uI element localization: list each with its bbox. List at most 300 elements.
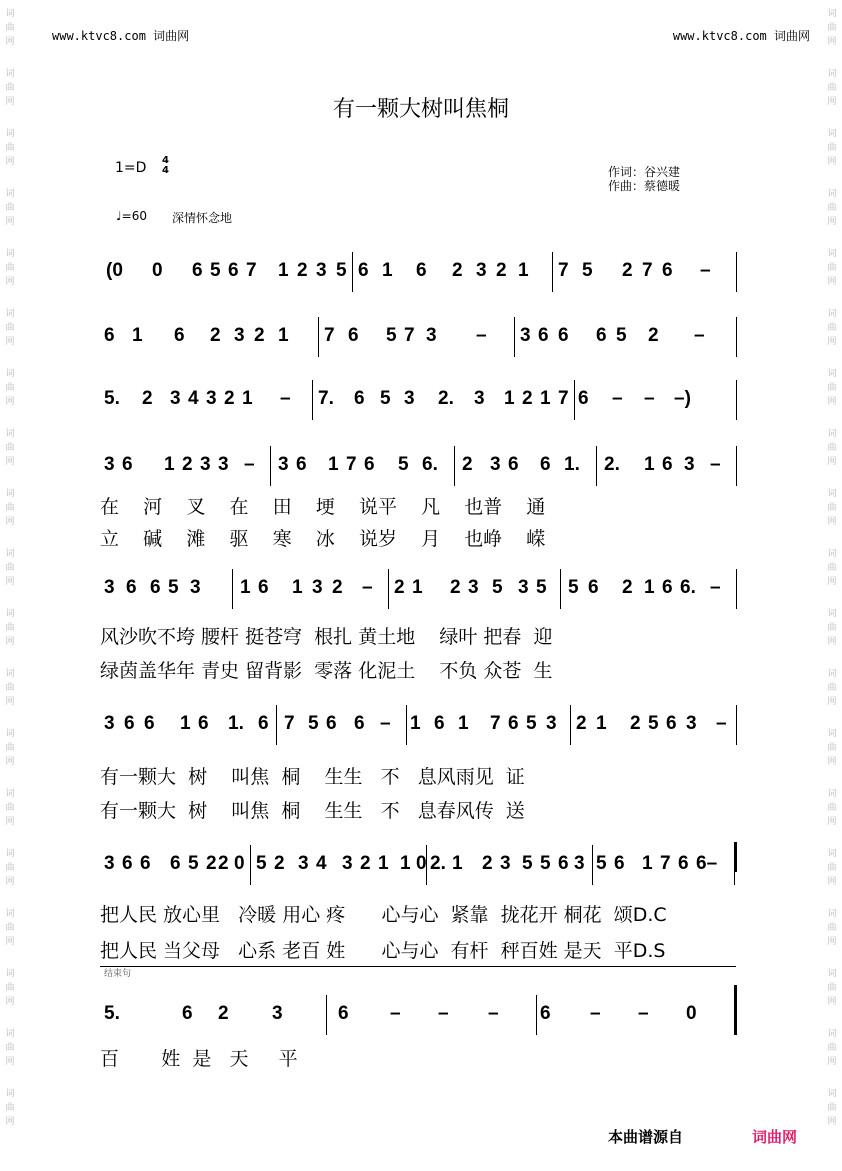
note: 6 (354, 388, 365, 409)
watermark-glyph: 词 (5, 1089, 15, 1099)
watermark-glyph: 网 (5, 637, 15, 647)
note: 2. (430, 853, 446, 874)
watermark-glyph: 曲 (827, 503, 837, 513)
note: 3 (104, 454, 115, 475)
watermark-glyph: 曲 (5, 323, 15, 333)
note: 2 (462, 454, 473, 475)
note: 1 (410, 713, 421, 734)
lyric-line: 绿茵盖华年 青史 留背影 零落 化泥土 不负 众苍 生 (100, 660, 553, 682)
coda-bracket (100, 966, 736, 967)
note: 6 (540, 454, 551, 475)
note: 0 (234, 853, 245, 874)
note: 2 (496, 260, 507, 281)
note: 2 (142, 388, 153, 409)
footer-brand: 词曲网 (752, 1128, 798, 1146)
watermark-glyph: 曲 (827, 743, 837, 753)
note: 2 (182, 454, 193, 475)
note: 3 (490, 454, 501, 475)
note: 3 (170, 388, 181, 409)
note: 6 (198, 713, 209, 734)
note: 3 (104, 853, 115, 874)
barline (560, 569, 561, 609)
barline (326, 995, 327, 1035)
note: 6 (104, 325, 115, 346)
note: 7 (284, 713, 295, 734)
note: 4 (188, 388, 199, 409)
note: 6 (614, 853, 625, 874)
barline (736, 446, 737, 486)
note: 1 (540, 388, 551, 409)
watermark-glyph: 词 (5, 9, 15, 19)
barline (570, 705, 571, 745)
note: 3 (312, 577, 323, 598)
note: 3 (316, 260, 327, 281)
watermark-glyph: 曲 (5, 203, 15, 213)
note: 2 (254, 325, 265, 346)
note: 3 (686, 713, 697, 734)
note: 5 (308, 713, 319, 734)
watermark-glyph: 词 (827, 909, 837, 919)
barline (426, 845, 427, 885)
notation-row (100, 851, 740, 881)
watermark-glyph: 网 (5, 757, 15, 767)
watermark-glyph: 曲 (827, 143, 837, 153)
note: – (476, 325, 487, 346)
watermark-glyph: 网 (827, 277, 837, 287)
note: 4 (316, 853, 327, 874)
time-signature (162, 156, 169, 176)
note: 6 (662, 260, 673, 281)
watermark-glyph: 曲 (827, 683, 837, 693)
barline (406, 705, 407, 745)
note: – (638, 1003, 649, 1024)
lyric-line: 有一颗大 树 叫焦 桐 生生 不 息风雨见 证 (100, 766, 525, 788)
note: 5 (256, 853, 267, 874)
barline (388, 569, 389, 609)
watermark-glyph: 曲 (5, 923, 15, 933)
barline (552, 252, 553, 292)
watermark-glyph: 曲 (5, 863, 15, 873)
note: – (710, 454, 721, 475)
note: 2 (630, 713, 641, 734)
barline (270, 446, 271, 486)
note: –) (674, 388, 691, 409)
note: 6 (558, 325, 569, 346)
note: 2 (360, 853, 371, 874)
lyric-line: 把人民 当父母 心系 老百 姓 心与心 有杆 秤百姓 是天 平D.S (100, 940, 666, 962)
note: 6 (144, 713, 155, 734)
note: 6 (348, 325, 359, 346)
watermark-glyph: 曲 (827, 83, 837, 93)
note: 1. (564, 454, 580, 475)
coda-label: 结束句 (104, 969, 132, 979)
watermark-glyph: 曲 (5, 263, 15, 273)
note: 6 (122, 853, 133, 874)
watermark-glyph: 词 (5, 189, 15, 199)
watermark-glyph: 网 (5, 1117, 15, 1127)
watermark-glyph: 词 (827, 249, 837, 259)
watermark-glyph: 网 (5, 817, 15, 827)
note: 6 (434, 713, 445, 734)
watermark-glyph: 网 (5, 937, 15, 947)
watermark-glyph: 网 (5, 397, 15, 407)
note: 6 (228, 260, 239, 281)
note: 5 (336, 260, 347, 281)
watermark-glyph: 词 (5, 69, 15, 79)
watermark-glyph: 网 (5, 1057, 15, 1067)
barline (352, 252, 353, 292)
note: 5 (380, 388, 391, 409)
watermark-glyph: 网 (5, 697, 15, 707)
note: 1 (132, 325, 143, 346)
watermark-glyph: 词 (5, 729, 15, 739)
note: 3 (218, 454, 229, 475)
note: 5. (104, 388, 120, 409)
watermark-glyph: 网 (5, 997, 15, 1007)
note: 6 (124, 713, 135, 734)
note: 1 (412, 577, 423, 598)
note: 7. (318, 388, 334, 409)
note: 0 (152, 260, 163, 281)
note: 2 (394, 577, 405, 598)
final-barline (734, 842, 737, 872)
note: 6 (354, 713, 365, 734)
note: 2 (210, 325, 221, 346)
watermark-glyph: 词 (827, 609, 837, 619)
watermark-glyph: 网 (5, 337, 15, 347)
note: 0 (416, 853, 427, 874)
note: 2 (622, 577, 633, 598)
note: 2 (522, 388, 533, 409)
notation-row (100, 323, 740, 353)
watermark-glyph: 词 (827, 789, 837, 799)
note: 3 (104, 577, 115, 598)
header-site-right: www.ktvc8.com 词曲网 (672, 29, 810, 43)
lyric-line: 把人民 放心里 冷暖 用心 疼 心与心 紧靠 拢花开 桐花 颂D.C (100, 904, 667, 926)
watermark-glyph: 词 (827, 1029, 837, 1039)
watermark-glyph: 网 (827, 337, 837, 347)
watermark-glyph: 网 (827, 1117, 837, 1127)
note: 6 (140, 853, 151, 874)
watermark-glyph: 词 (5, 789, 15, 799)
note: 3 (474, 388, 485, 409)
watermark-left (2, 0, 18, 1171)
barline (536, 995, 537, 1035)
note: – (280, 388, 291, 409)
note: 2 (218, 1003, 229, 1024)
watermark-glyph: 曲 (827, 203, 837, 213)
note: – (612, 388, 623, 409)
watermark-glyph: 曲 (827, 923, 837, 933)
note: 7 (404, 325, 415, 346)
watermark-glyph: 曲 (5, 1103, 15, 1113)
note: 5 (568, 577, 579, 598)
note: 6 (596, 325, 607, 346)
note: 2 (450, 577, 461, 598)
watermark-glyph: 词 (827, 429, 837, 439)
watermark-glyph: 词 (5, 549, 15, 559)
watermark-glyph: 网 (827, 37, 837, 47)
note: – (644, 388, 655, 409)
note: 5 (540, 853, 551, 874)
watermark-glyph: 网 (827, 757, 837, 767)
watermark-glyph: 曲 (827, 1043, 837, 1053)
watermark-glyph: 词 (5, 129, 15, 139)
watermark-glyph: 曲 (827, 23, 837, 33)
notation-row (100, 575, 740, 605)
note: 6 (358, 260, 369, 281)
watermark-glyph: 词 (5, 849, 15, 859)
watermark-glyph: 网 (827, 877, 837, 887)
note: 7 (490, 713, 501, 734)
note: 7 (558, 260, 569, 281)
note: 1 (518, 260, 529, 281)
lyric-line: 有一颗大 树 叫焦 桐 生生 不 息春风传 送 (100, 800, 525, 822)
watermark-glyph: 词 (827, 1089, 837, 1099)
watermark-glyph: 词 (827, 69, 837, 79)
note: 3 (574, 853, 585, 874)
note: 6. (422, 454, 438, 475)
note: 5 (210, 260, 221, 281)
note: 1 (278, 325, 289, 346)
watermark-glyph: 网 (827, 937, 837, 947)
watermark-glyph: 曲 (5, 83, 15, 93)
note: 3 (272, 1003, 283, 1024)
note: 6 (508, 454, 519, 475)
watermark-glyph: 曲 (5, 563, 15, 573)
note: 5 (526, 713, 537, 734)
lyric-line: 立 碱 滩 驱 寒 冰 说岁 月 也峥 嵘 (100, 528, 546, 550)
header-site-left: www.ktvc8.com 词曲网 (52, 29, 190, 43)
note: 6 (258, 713, 269, 734)
note: 2 (648, 325, 659, 346)
note: 6 (174, 325, 185, 346)
note: 2. (438, 388, 454, 409)
barline (454, 446, 455, 486)
final-barline (734, 985, 737, 1035)
note: 6. (680, 577, 696, 598)
credits (608, 165, 680, 193)
watermark-glyph: 曲 (5, 383, 15, 393)
watermark-glyph: 词 (827, 189, 837, 199)
note: 1 (328, 454, 339, 475)
watermark-glyph: 词 (5, 249, 15, 259)
note: 6 (364, 454, 375, 475)
watermark-right (824, 0, 840, 1171)
barline (736, 317, 737, 357)
note: 3 (476, 260, 487, 281)
time-sig-top: 4 (162, 155, 169, 166)
watermark-glyph: 词 (827, 9, 837, 19)
watermark-glyph: 曲 (5, 683, 15, 693)
watermark-glyph: 词 (5, 969, 15, 979)
watermark-glyph: 曲 (5, 983, 15, 993)
barline (736, 252, 737, 292)
watermark-glyph: 词 (827, 669, 837, 679)
note: 2 (206, 853, 217, 874)
barline (514, 317, 515, 357)
watermark-glyph: 曲 (5, 803, 15, 813)
note: 3 (200, 454, 211, 475)
note: 3 (426, 325, 437, 346)
note: 5 (398, 454, 409, 475)
note: 3 (298, 853, 309, 874)
note: 6 (588, 577, 599, 598)
expression-marking: 深情怀念地 (172, 211, 233, 225)
note: 7 (346, 454, 357, 475)
tempo-marking: ♩=60 (116, 209, 147, 223)
watermark-glyph: 曲 (827, 383, 837, 393)
note: 1 (452, 853, 463, 874)
watermark-glyph: 曲 (5, 623, 15, 633)
watermark-glyph: 网 (5, 877, 15, 887)
watermark-glyph: 词 (827, 489, 837, 499)
note: 6 (666, 713, 677, 734)
note: 2 (218, 853, 229, 874)
note: 6 (150, 577, 161, 598)
note: 2 (224, 388, 235, 409)
barline (736, 569, 737, 609)
barline (736, 705, 737, 745)
watermark-glyph: 词 (5, 669, 15, 679)
barline (276, 705, 277, 745)
watermark-glyph: 词 (827, 549, 837, 559)
note: – (694, 325, 705, 346)
barline (250, 845, 251, 885)
note: 2 (622, 260, 633, 281)
watermark-glyph: 网 (5, 517, 15, 527)
watermark-glyph: 网 (827, 817, 837, 827)
barline (736, 380, 737, 420)
note: 1 (458, 713, 469, 734)
note: 3 (234, 325, 245, 346)
watermark-glyph: 网 (827, 517, 837, 527)
barline (312, 380, 313, 420)
note: – (380, 713, 391, 734)
note: 5 (522, 853, 533, 874)
note: 6 (540, 1003, 551, 1024)
note: 2 (274, 853, 285, 874)
watermark-glyph: 词 (827, 129, 837, 139)
note: 2 (332, 577, 343, 598)
note: 1 (292, 577, 303, 598)
notation-row (100, 386, 740, 416)
note: 1 (378, 853, 389, 874)
note: 6 (258, 577, 269, 598)
note: 1 (242, 388, 253, 409)
note: 6 (296, 454, 307, 475)
watermark-glyph: 词 (827, 849, 837, 859)
note: 6 (508, 713, 519, 734)
watermark-glyph: 网 (827, 697, 837, 707)
watermark-glyph: 网 (5, 277, 15, 287)
watermark-glyph: 词 (5, 609, 15, 619)
watermark-glyph: 曲 (827, 983, 837, 993)
note: 0 (686, 1003, 697, 1024)
composer-credit: 作曲：蔡德暖 (608, 179, 681, 193)
note: 1 (644, 454, 655, 475)
note: 2 (482, 853, 493, 874)
watermark-glyph: 网 (827, 457, 837, 467)
watermark-glyph: 曲 (5, 1043, 15, 1053)
notation-row (100, 452, 740, 482)
note: 3 (468, 577, 479, 598)
note: 1 (382, 260, 393, 281)
note: 1 (644, 577, 655, 598)
note: 6 (678, 853, 689, 874)
song-title: 有一颗大树叫焦桐 (332, 97, 509, 122)
watermark-glyph: 网 (827, 217, 837, 227)
watermark-glyph: 网 (827, 157, 837, 167)
watermark-glyph: 网 (5, 97, 15, 107)
note: 6 (558, 853, 569, 874)
watermark-glyph: 网 (827, 997, 837, 1007)
note: 1 (642, 853, 653, 874)
watermark-glyph: 曲 (827, 623, 837, 633)
note: – (710, 577, 721, 598)
watermark-glyph: 曲 (827, 263, 837, 273)
note: 6 (192, 260, 203, 281)
note: 6 (126, 577, 137, 598)
watermark-glyph: 曲 (827, 803, 837, 813)
note: 3 (278, 454, 289, 475)
note: 6 (416, 260, 427, 281)
watermark-glyph: 网 (827, 637, 837, 647)
note: 3 (342, 853, 353, 874)
note: 5 (492, 577, 503, 598)
note: 3 (500, 853, 511, 874)
watermark-glyph: 网 (827, 397, 837, 407)
watermark-glyph: 曲 (827, 1103, 837, 1113)
lyric-line: 风沙吹不垮 腰杆 挺苍穹 根扎 黄土地 绿叶 把春 迎 (100, 626, 553, 648)
watermark-glyph: 曲 (827, 443, 837, 453)
watermark-glyph: 词 (5, 909, 15, 919)
note: 3 (518, 577, 529, 598)
barline (596, 446, 597, 486)
watermark-glyph: 网 (5, 37, 15, 47)
note: 5 (596, 853, 607, 874)
note: 1 (180, 713, 191, 734)
note: 3 (404, 388, 415, 409)
note: 3 (206, 388, 217, 409)
note: 2. (604, 454, 620, 475)
note: – (716, 713, 727, 734)
note: 7 (642, 260, 653, 281)
note: 6– (696, 853, 718, 874)
notation-row (100, 1001, 740, 1031)
note: 6 (182, 1003, 193, 1024)
note: 6 (662, 577, 673, 598)
note: – (488, 1003, 499, 1024)
note: – (590, 1003, 601, 1024)
note: 3 (104, 713, 115, 734)
note: 6 (326, 713, 337, 734)
watermark-glyph: 曲 (827, 323, 837, 333)
note: 6 (578, 388, 589, 409)
watermark-glyph: 词 (827, 729, 837, 739)
note: 7 (660, 853, 671, 874)
time-sig-bottom: 4 (162, 165, 169, 176)
note: 5 (536, 577, 547, 598)
note: 1 (240, 577, 251, 598)
watermark-glyph: 曲 (5, 23, 15, 33)
barline (318, 317, 319, 357)
watermark-glyph: 曲 (827, 563, 837, 573)
watermark-glyph: 曲 (5, 443, 15, 453)
note: 5 (386, 325, 397, 346)
note: 5 (648, 713, 659, 734)
barline (574, 380, 575, 420)
